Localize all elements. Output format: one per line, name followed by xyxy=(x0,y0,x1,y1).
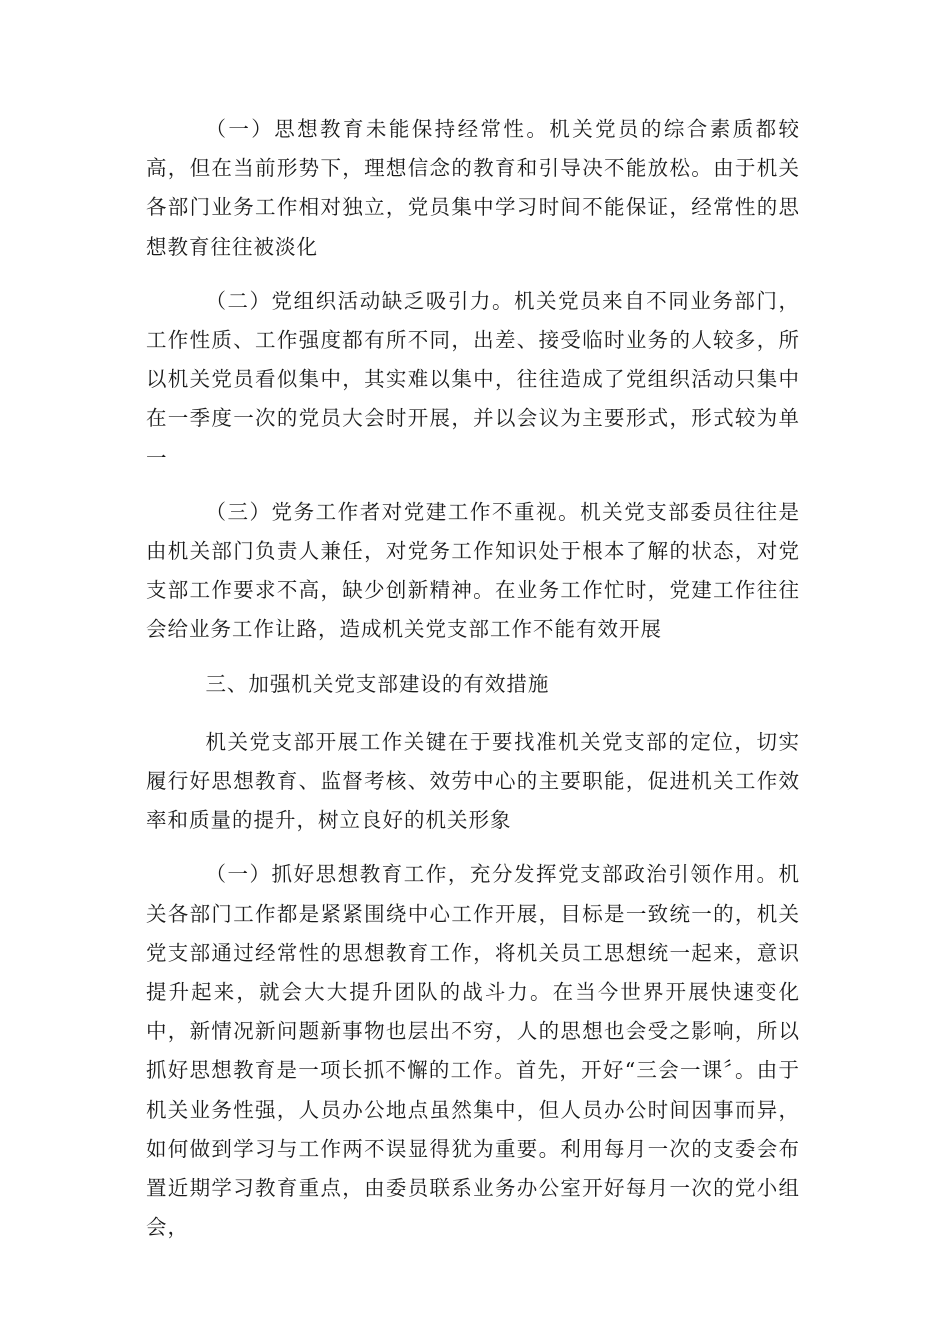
paragraph-party-activity-issue: （二）党组织活动缺乏吸引力。机关党员来自不同业务部门，工作性质、工作强度都有所不同，出差、接受临时业务的人较多，所以机关党员看似集中，其实难以集中，往往造成了党组织活动只集中在一季度一次的党员大会时开展，并以会议为主要形式，形式较为单一 xyxy=(146,288,800,470)
section-heading-measures: 三、加强机关党支部建设的有效措施 xyxy=(205,671,550,696)
paragraph-measures-intro: 机关党支部开展工作关键在于要找准机关党支部的定位，切实履行好思想教育、监督考核、效劳中心的主要职能，促进机关工作效率和质量的提升，树立良好的机关形象 xyxy=(146,729,800,833)
document-body xyxy=(146,110,800,1262)
paragraph-ideological-education-issue: （一）思想教育未能保持经常性。机关党员的综合素质都较高，但在当前形势下，理想信念的教育和引导决不能放松。由于机关各部门业务工作相对独立，党员集中学习时间不能保证，经常性的思想教育往往被淡化 xyxy=(146,117,800,259)
paragraph-ideological-education-measure: （一）抓好思想教育工作，充分发挥党支部政治引领作用。机关各部门工作都是紧紧围绕中心工作开展，目标是一致统一的，机关党支部通过经常性的思想教育工作，将机关员工思想统一起来，意识提升起来，就会大大提升团队的战斗力。在当今世界开展快速变化中，新情况新问题新事物也层出不穷，人的思想也会受之影响，所以抓好思想教育是一项长抓不懈的工作。首先，开好“三会一课〞。由于机关业务性强，人员办公地点虽然集中，但人员办公时间因事而异，如何做到学习与工作两不误显得犹为重要。利用每月一次的支委会布置近期学习教育重点，由委员联系业务办公室开好每月一次的党小组会， xyxy=(146,862,800,1240)
paragraph-party-work-neglect-issue: （三）党务工作者对党建工作不重视。机关党支部委员往往是由机关部门负责人兼任，对党务工作知识处于根本了解的状态，对党支部工作要求不高，缺少创新精神。在业务工作忙时，党建工作往往会给业务工作让路，造成机关党支部工作不能有效开展 xyxy=(146,499,800,642)
